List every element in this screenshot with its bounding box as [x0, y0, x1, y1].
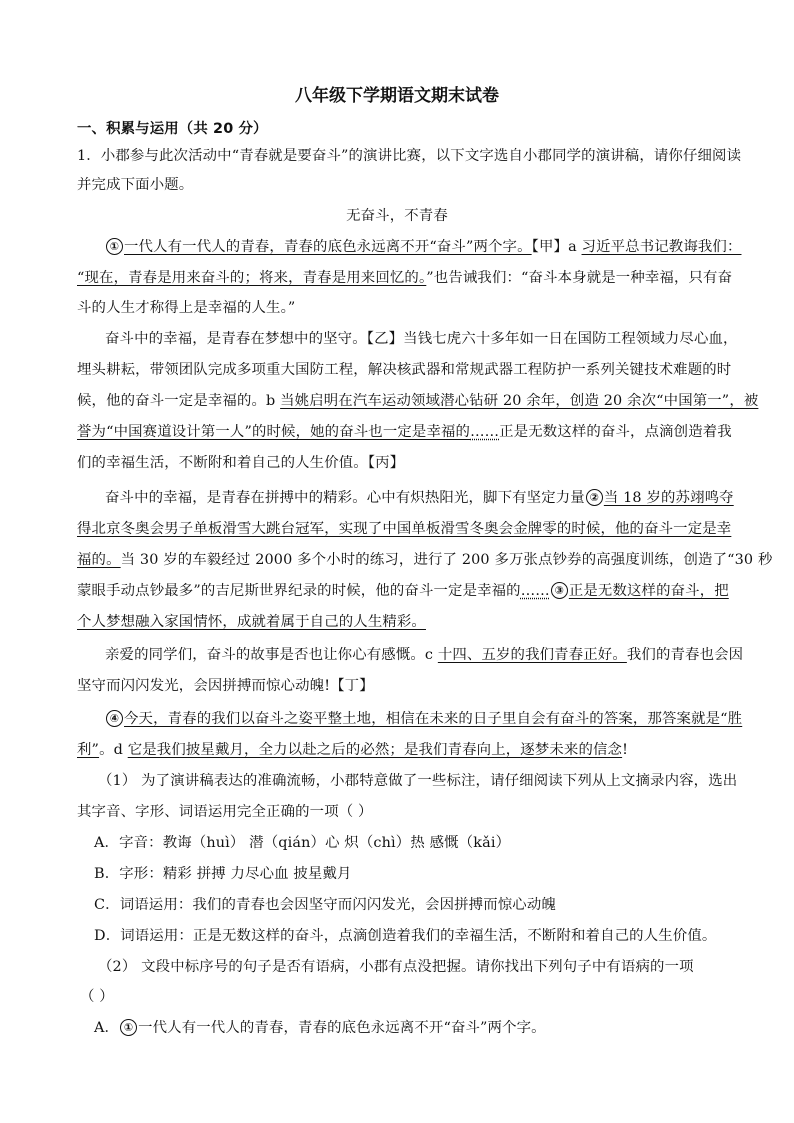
sentence-b-end: 誉为“中国赛道设计第一人”的时候，她的奋斗也一定是幸福的	[77, 424, 471, 440]
option-c[interactable]: C．词语运用：我们的青春也会因坚守而闪闪发光，会因拼搏而惊心动魄	[94, 897, 556, 913]
paragraph-3-text-2: 当 30 岁的车毅经过 2000 多个小时的练习，进行了 200 多万张点钞券的高强度训练，创造了“30 秒	[120, 552, 773, 568]
paragraph-3-line-2	[77, 519, 749, 539]
sentence-3: 正是无数这样的奋斗，把	[568, 583, 729, 599]
paragraph-2-text: 候，他的奋斗一定是幸福的。b	[77, 393, 281, 409]
sentence-d: 它是我们披星戴月，全力以赴之后的必然；是我们青春向上，逐梦未来的信念	[127, 742, 623, 758]
circled-number-1: ①	[106, 238, 123, 255]
section-heading: 一、积累与运用（共 20 分）	[77, 121, 268, 137]
paragraph-4-line-2: 坚守而闪闪发光，会因拼搏而惊心动魄!【丁】	[77, 678, 374, 694]
question-1-line-2: 并完成下面小题。	[77, 177, 194, 193]
paragraph-5-line-2	[77, 740, 749, 760]
option-letter: A．	[94, 1020, 120, 1036]
circled-number-3: ③	[551, 582, 568, 599]
paragraph-1-line-1	[105, 237, 777, 257]
paragraph-3-line-1	[105, 488, 777, 508]
sentence-1: 一代人有一代人的青春，青春的底色永远离不开“奋斗”两个字。	[124, 239, 532, 255]
paragraph-4-text: 亲爱的同学们，奋斗的故事是否也让你心有感慨。c	[105, 647, 438, 663]
mark-d: 。d	[99, 742, 128, 758]
circled-number-2: ②	[586, 489, 603, 506]
sentence-4: 今天，青春的我们以奋斗之姿平整土地，相信在未来的日子里自会有奋斗的答案，那答案就是“胜	[124, 711, 743, 727]
ellipsis: ……	[470, 424, 500, 440]
subquestion-2-line-1: （2） 文段中标序号的句子是否有语病，小郡有点没把握。请你找出下列句子中有语病的一项	[98, 959, 694, 975]
circled-number-4: ④	[106, 710, 123, 727]
paragraph-3-line-5	[77, 612, 749, 632]
mark-a: a	[568, 239, 577, 255]
sentence-a-start: 习近平总书记教诲我们：	[581, 239, 742, 255]
option-b[interactable]: B．字形：精彩 拼搏 力尽心血 披星戴月	[94, 866, 352, 882]
option-a[interactable]: A．字音：教诲（huì） 潜（qián）心 炽（chì）热 感慨（kǎi）	[94, 835, 511, 851]
sentence-2: 当 18 岁的苏翊鸣夺	[603, 490, 734, 506]
subquestion-1-line-2: 其字音、字形、词语运用完全正确的一项（ ）	[77, 804, 373, 820]
paragraph-3-line-4	[77, 581, 749, 601]
marker-jia: 【甲】	[531, 239, 569, 255]
paragraph-1-text: ”也告诫我们：“奋斗本身就是一种幸福，只有奋	[426, 270, 733, 286]
paragraph-5-end: !	[622, 742, 629, 758]
paragraph-2-line-3	[77, 391, 759, 411]
page-title: 八年级下学期语文期末试卷	[295, 86, 499, 106]
paragraph-2-text-end: 正是无数这样的奋斗，点滴创造着我	[499, 424, 732, 440]
paragraph-2-line-5: 们的幸福生活，不断附和着自己的人生价值。【丙】	[77, 455, 405, 471]
paragraph-3-text-3: 蒙眼手动点钞最多”的吉尼斯世界纪录的时候，他的奋斗一定是幸福的	[77, 583, 521, 599]
paragraph-4-line-1	[105, 645, 777, 665]
sentence-2-end: 福的。	[77, 552, 121, 568]
paragraph-3-line-3	[77, 550, 773, 570]
option-d[interactable]: D．词语运用：正是无数这样的奋斗，点滴创造着我们的幸福生活，不断附和着自己的人生价值。	[94, 928, 717, 944]
paragraph-3-text: 奋斗中的幸福，是青春在拼搏中的精彩。心中有炽热阳光，脚下有坚定力量	[105, 490, 585, 506]
circled-number-1-option: ①	[120, 1019, 137, 1036]
sentence-4-end: 利”	[77, 742, 100, 758]
option-a-2[interactable]	[94, 1018, 766, 1038]
option-text: 一代人有一代人的青春，青春的底色永远离不开“奋斗”两个字。	[138, 1020, 546, 1036]
sentence-a-quote: “现在，青春是用来奋斗的；将来，青春是用来回忆的。	[77, 270, 427, 286]
paragraph-1-line-3: 斗的人生才称得上是幸福的人生。”	[77, 300, 296, 316]
paragraph-2-line-1: 奋斗中的幸福，是青春在梦想中的坚守。【乙】当钱七虎六十多年如一日在国防工程领域力尽心血，	[105, 331, 738, 347]
paragraph-5-line-1	[105, 709, 777, 729]
subquestion-1-line-1: （1） 为了演讲稿表达的准确流畅，小郡特意做了一些标注，请仔细阅读下列从上文摘录内容，选出	[98, 773, 738, 789]
ellipsis-2: ……	[520, 583, 550, 599]
sentence-b: 当姚启明在汽车运动领域潜心钻研 20 余年，创造 20 余次“中国第一”，被	[280, 393, 759, 409]
paragraph-4-text-2: 我们的青春也会因	[626, 647, 744, 663]
paragraph-2-line-4	[77, 422, 749, 442]
sentence-c: 十四、五岁的我们青春正好。	[437, 647, 627, 663]
sentence-2-cont: 得北京冬奥会男子单板滑雪大跳台冠军，实现了中国单板滑雪冬奥会金牌零的时候，他的奋斗一定是幸	[77, 521, 732, 537]
question-1-line-1: 1．小郡参与此次活动中“青春就是要奋斗”的演讲比赛，以下文字选自小郡同学的演讲稿，请你仔细阅读	[77, 148, 742, 164]
subquestion-2-line-2: （ ）	[80, 989, 114, 1005]
speech-title: 无奋斗，不青春	[346, 208, 448, 224]
paragraph-2-line-2: 埋头耕耘，带领团队完成多项重大国防工程，解决核武器和常规武器工程防护一系列关键技术难题的时	[77, 362, 732, 378]
paragraph-1-line-2	[77, 268, 749, 288]
sentence-3-end: 个人梦想融入家国情怀，成就着属于自己的人生精彩。	[77, 614, 426, 630]
